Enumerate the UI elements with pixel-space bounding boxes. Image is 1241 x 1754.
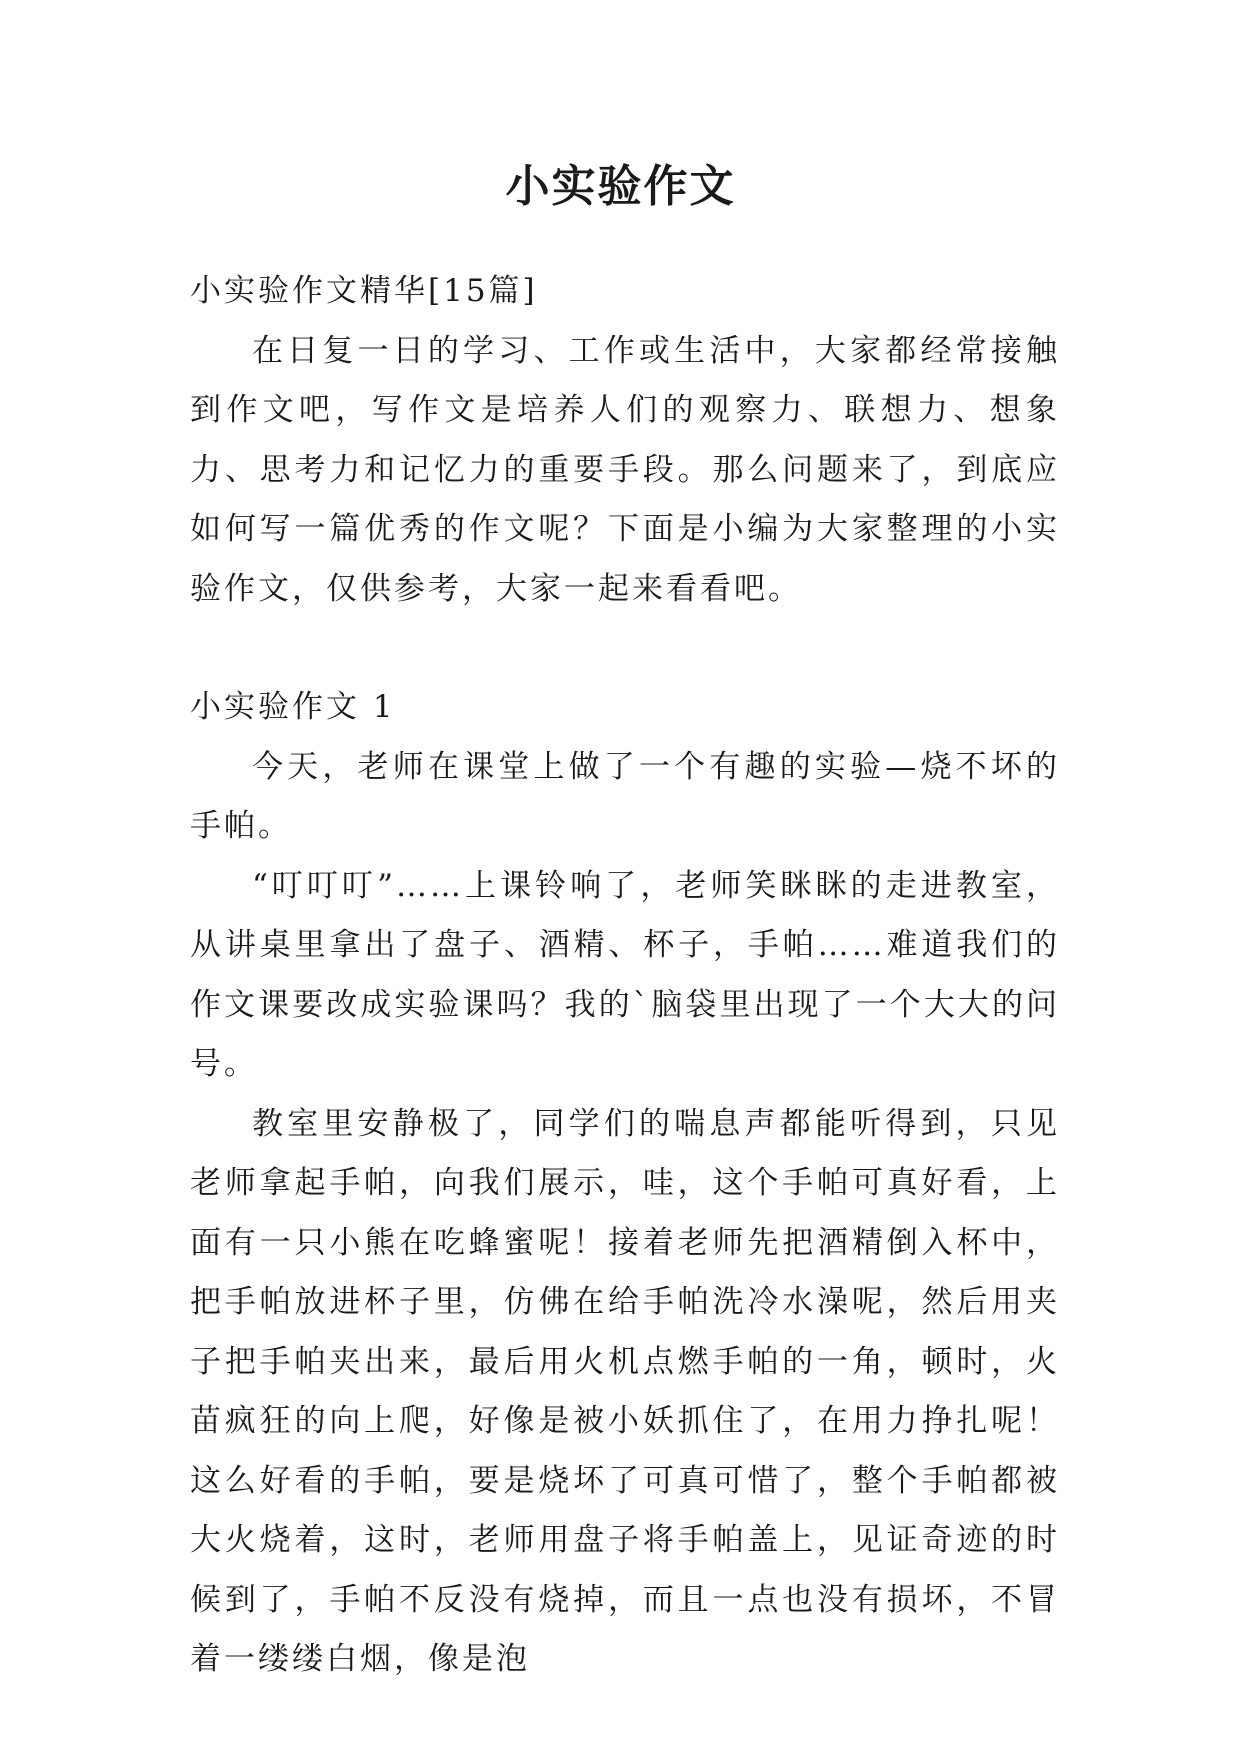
body-paragraph: 今天，老师在课堂上做了一个有趣的实验—烧不坏的手帕。 bbox=[190, 748, 1060, 844]
body-paragraph: “叮叮叮”……上课铃响了，老师笑眯眯的走进教室，从讲桌里拿出了盘子、酒精、杯子，手帕……难道我们的作文课要改成实验课吗？我的`脑袋里出现了一个大大的问号。 bbox=[190, 867, 1060, 1082]
document-body bbox=[190, 262, 1060, 1690]
section-spacer bbox=[190, 619, 1060, 678]
section-heading: 小实验作文 1 bbox=[190, 689, 396, 725]
document-title: 小实验作文 bbox=[505, 161, 736, 212]
intro-paragraph: 在日复一日的学习、工作或生活中，大家都经常接触到作文吧，写作文是培养人们的观察力、联想力、想象力、思考力和记忆力的重要手段。那么问题来了，到底应如何写一篇优秀的作文呢？下面是小编为大家整理的小实验作文，仅供参考，大家一起来看看吧。 bbox=[190, 332, 1060, 607]
document-subtitle: 小实验作文精华[15篇] bbox=[190, 273, 538, 309]
body-paragraph: 教室里安静极了，同学们的喘息声都能听得到，只见老师拿起手帕，向我们展示，哇，这个手帕可真好看，上面有一只小熊在吃蜂蜜呢！接着老师先把酒精倒入杯中，把手帕放进杯子里，仿佛在给手帕洗冷水澡呢，然后用夹子把手帕夹出来，最后用火机点燃手帕的一角，顿时，火苗疯狂的向上爬，好像是被小妖抓住了，在用力挣扎呢！这么好看的手帕，要是烧坏了可真可惜了，整个手帕都被大火烧着，这时，老师用盘子将手帕盖上，见证奇迹的时候到了，手帕不反没有烧掉，而且一点也没有损坏，不冒着一缕缕白烟，像是泡 bbox=[190, 1105, 1060, 1677]
